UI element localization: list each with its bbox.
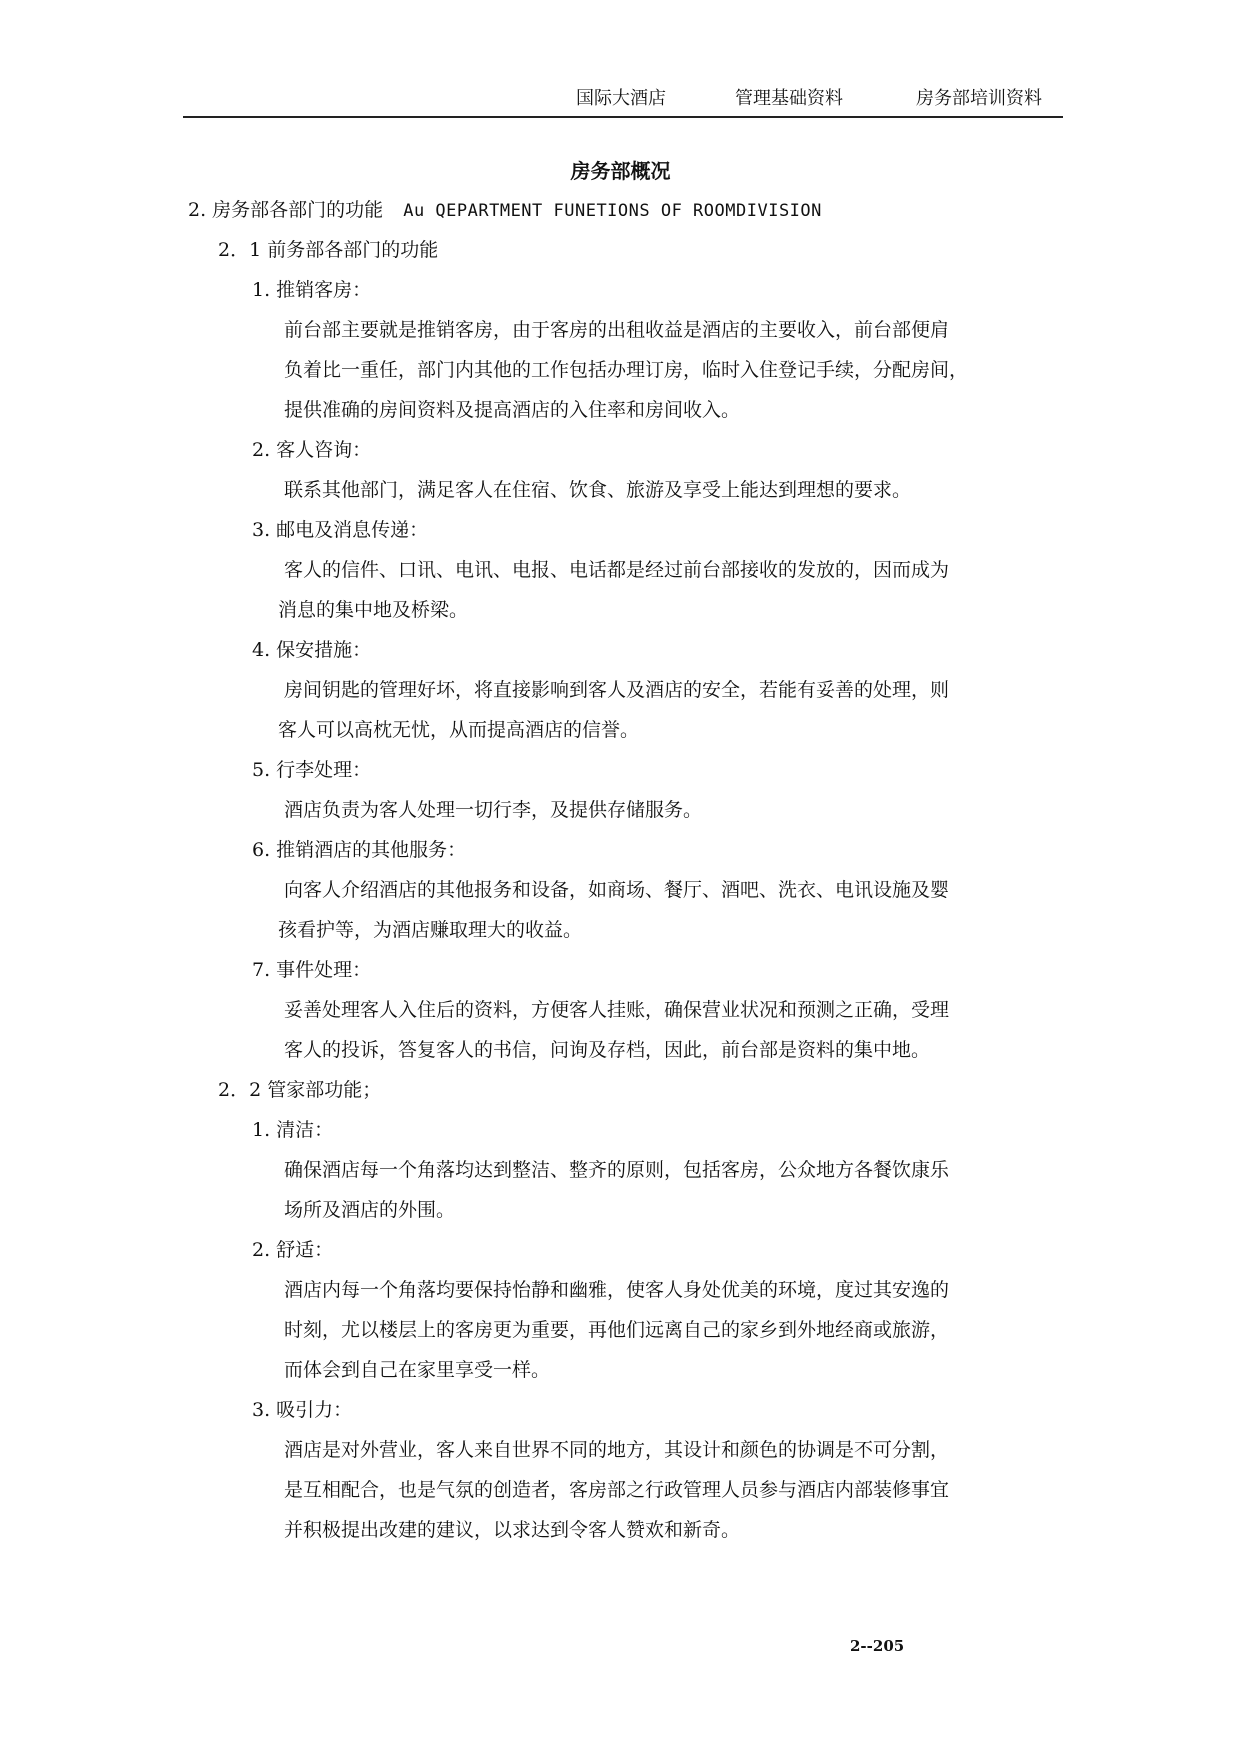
subsection-heading-2-2: 2．2 管家部功能；	[218, 1079, 382, 1101]
paragraph-line: 客人的信件、口讯、电讯、电报、电话都是经过前台部接收的发放的，因而成为	[284, 559, 950, 581]
paragraph-line: 联系其他部门，满足客人在住宿、饮食、旅游及享受上能达到理想的要求。	[284, 479, 912, 501]
paragraph-line: 妥善处理客人入住后的资料，方便客人挂账，确保营业状况和预测之正确，受理	[284, 999, 950, 1021]
paragraph-line: 孩看护等，为酒店赚取理大的收益。	[278, 919, 583, 941]
list-item-heading: 5. 行李处理：	[252, 759, 372, 781]
section-heading-english: Au QEPARTMENT FUNETIONS OF ROOMDIVISION	[403, 201, 822, 221]
page-title: 房务部概况	[570, 159, 671, 183]
paragraph-line: 房间钥匙的管理好坏，将直接影响到客人及酒店的安全，若能有妥善的处理，则	[284, 679, 950, 701]
paragraph-line: 向客人介绍酒店的其他报务和设备，如商场、餐厅、酒吧、洗衣、电讯设施及婴	[284, 879, 950, 901]
section-heading-label: 2. 房务部各部门的功能	[188, 199, 384, 221]
list-item-heading: 1. 推销客房：	[252, 279, 372, 301]
paragraph-line: 是互相配合，也是气氛的创造者，客房部之行政管理人员参与酒店内部装修事宜	[284, 1479, 950, 1501]
header-management-docs: 管理基础资料	[735, 88, 843, 109]
paragraph-line: 客人可以高枕无忧，从而提高酒店的信誉。	[278, 719, 640, 741]
section-heading	[188, 198, 822, 223]
list-item-heading: 6. 推销酒店的其他服务：	[252, 839, 467, 861]
subsection-heading-2-1: 2．1 前务部各部门的功能	[218, 239, 439, 261]
list-item-heading: 2. 客人咨询：	[252, 439, 372, 461]
list-item-heading: 7. 事件处理：	[252, 959, 372, 981]
header-hotel-name: 国际大酒店	[576, 88, 666, 109]
paragraph-line: 酒店是对外营业，客人来自世界不同的地方，其设计和颜色的协调是不可分割，	[284, 1439, 950, 1461]
paragraph-line: 提供准确的房间资料及提高酒店的入住率和房间收入。	[284, 399, 741, 421]
paragraph-line: 客人的投诉，答复客人的书信，问询及存档，因此，前台部是资料的集中地。	[284, 1039, 931, 1061]
paragraph-line: 酒店负责为客人处理一切行李，及提供存储服务。	[284, 799, 703, 821]
list-item-heading: 1. 清洁：	[252, 1119, 334, 1141]
list-item-heading: 2. 舒适：	[252, 1239, 334, 1261]
paragraph-line: 时刻，尤以楼层上的客房更为重要，再他们远离自己的家乡到外地经商或旅游，	[284, 1319, 950, 1341]
paragraph-line: 前台部主要就是推销客房，由于客房的出租收益是酒店的主要收入，前台部便肩	[284, 319, 950, 341]
page-number: 2--205	[850, 1637, 905, 1655]
page-header	[183, 86, 1063, 118]
paragraph-line: 确保酒店每一个角落均达到整洁、整齐的原则，包括客房，公众地方各餐饮康乐	[284, 1159, 950, 1181]
header-training-docs: 房务部培训资料	[916, 88, 1042, 109]
list-item-heading: 3. 吸引力：	[252, 1399, 353, 1421]
paragraph-line: 而体会到自己在家里享受一样。	[284, 1359, 551, 1381]
paragraph-line: 并积极提出改建的建议，以求达到令客人赞欢和新奇。	[284, 1519, 741, 1541]
paragraph-line: 酒店内每一个角落均要保持怡静和幽雅，使客人身处优美的环境，度过其安逸的	[284, 1279, 950, 1301]
paragraph-line: 场所及酒店的外围。	[284, 1199, 456, 1221]
list-item-heading: 3. 邮电及消息传递：	[252, 519, 429, 541]
paragraph-line: 消息的集中地及桥梁。	[278, 599, 469, 621]
paragraph-line: 负着比一重任，部门内其他的工作包括办理订房，临时入住登记手续，分配房间，	[284, 359, 969, 381]
list-item-heading: 4. 保安措施：	[252, 639, 372, 661]
